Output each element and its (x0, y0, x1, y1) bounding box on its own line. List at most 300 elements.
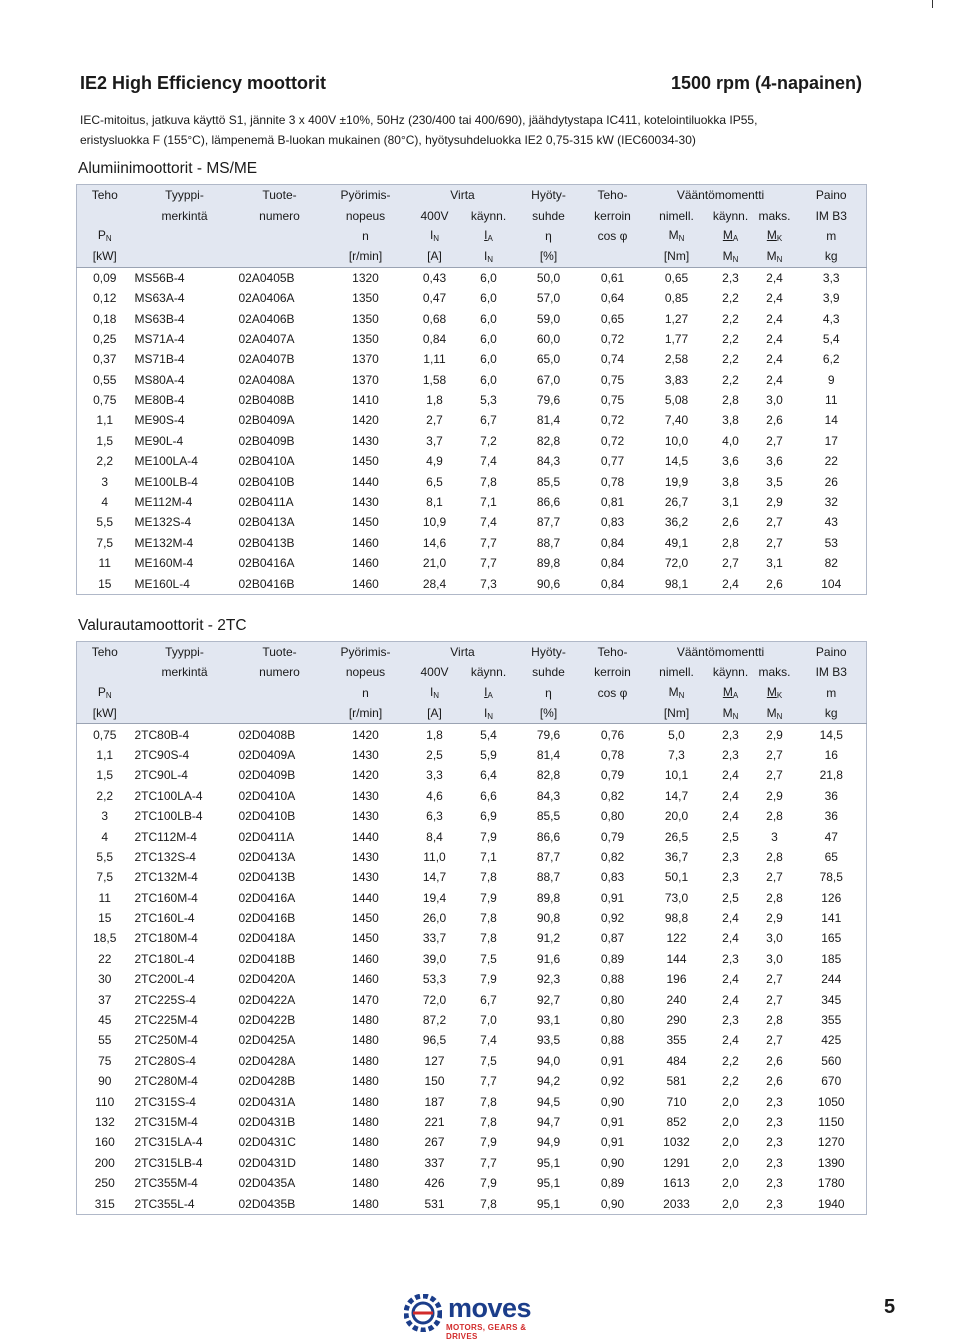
table-cell: 1291 (663, 1155, 690, 1170)
section-title: Valurautamoottorit - 2TC (78, 616, 247, 634)
table-row (77, 308, 867, 328)
table-cell: 21,0 (422, 556, 447, 571)
table-cell: 5,3 (480, 393, 497, 408)
table-cell: 59,0 (536, 311, 561, 326)
table-cell: 3,6 (722, 454, 739, 469)
table-cell: 02D0418B (238, 951, 296, 966)
table-cell: 02D0431D (238, 1155, 296, 1170)
sym-n: n (323, 226, 409, 246)
unit-kw: [kW] (77, 703, 133, 724)
table-row (77, 451, 867, 471)
table-cell: 2,7 (766, 747, 783, 762)
table-cell: 02D0416B (238, 911, 296, 926)
table-cell: 3 (101, 809, 109, 824)
sym-pn: $P_N$ (77, 683, 133, 703)
table-cell: 1150 (818, 1114, 845, 1129)
table-cell: 1440 (352, 474, 379, 489)
table-cell: 2,8 (766, 1013, 783, 1028)
table-cell: 1480 (352, 1033, 379, 1048)
table-cell: 82,8 (536, 433, 561, 448)
table-cell: 02D0422B (238, 1013, 296, 1028)
table-cell: 2TC90S-4 (134, 747, 190, 762)
table-cell: 7,4 (480, 1033, 497, 1048)
table-cell: 2,4 (766, 352, 783, 367)
table-cell: 2TC355M-4 (134, 1176, 198, 1191)
table-cell: 02B0413B (238, 535, 295, 550)
table-cell: 1430 (352, 433, 379, 448)
table-cell: 0,37 (93, 352, 117, 367)
table-cell: 6,0 (480, 291, 497, 306)
table-cell: 2,7 (766, 1033, 783, 1048)
table-cell: 1480 (352, 1094, 379, 1109)
table-cell: 75 (98, 1053, 112, 1068)
table-cell: 02D0409A (238, 747, 296, 762)
table-cell: 7,3 (480, 576, 497, 591)
table-cell: 02D0428B (238, 1074, 296, 1089)
table-cell: 7,8 (480, 1094, 497, 1109)
table-cell: 32 (824, 495, 838, 510)
table-cell: 87,7 (536, 515, 561, 530)
table-row (77, 826, 867, 846)
table-cell: 0,61 (581, 267, 645, 288)
table-cell: 426 (424, 1176, 445, 1191)
table-cell: 484 (666, 1053, 687, 1068)
table-cell: 89,8 (536, 890, 561, 905)
table-cell: 1460 (352, 556, 379, 571)
table-cell: 10,1 (664, 768, 689, 783)
col-hyoty: Hyöty- (517, 641, 581, 662)
table-cell: ME112M-4 (134, 495, 193, 510)
table-cell: 1430 (352, 809, 379, 824)
table-cell: 87,2 (422, 1013, 447, 1028)
table-cell: 3 (771, 829, 778, 844)
table-cell: 20,0 (664, 809, 689, 824)
col-nopeus: nopeus (323, 662, 409, 682)
header-row-3 (77, 226, 867, 246)
table-cell: 244 (821, 972, 842, 987)
table-cell: 0,18 (93, 311, 117, 326)
table-cell: 28,4 (422, 576, 447, 591)
table-cell: 1480 (352, 1155, 379, 1170)
table-cell: 0,64 (600, 291, 625, 306)
table-cell: 1050 (817, 1094, 845, 1109)
table-cell: 02B0416B (238, 576, 295, 591)
table-cell: 0,12 (93, 291, 117, 306)
table-cell: 50,1 (664, 870, 689, 885)
table-cell: 21,8 (819, 768, 843, 783)
table-cell: 4,6 (426, 788, 443, 803)
table-cell: 6,3 (426, 809, 443, 824)
table-cell: 7,4 (480, 454, 497, 469)
table-cell: 2,4 (722, 768, 739, 783)
table-row (77, 1091, 867, 1111)
unit-kw: [kW] (77, 246, 133, 267)
col-kaynn: käynn. (461, 205, 517, 225)
table-cell: 1420 (352, 413, 379, 428)
table-cell: 2TC315M-4 (134, 1114, 198, 1129)
table-cell: 0,84 (422, 331, 447, 346)
table-cell: 7,9 (480, 829, 497, 844)
table-cell: 79,6 (536, 393, 561, 408)
table-cell: 91,6 (536, 951, 561, 966)
table-cell: 79,6 (517, 724, 581, 745)
table-cell: 2TC100LA-4 (134, 788, 203, 803)
table-cell: 2,5 (722, 890, 739, 905)
table-cell: 4 (101, 495, 109, 510)
unit-a: [A] (409, 246, 461, 267)
table-cell: 0,76 (581, 724, 645, 745)
table-cell: 6,4 (480, 768, 497, 783)
table-cell: 1,58 (422, 372, 447, 387)
table-row (77, 888, 867, 908)
table-cell: 85,5 (536, 809, 561, 824)
table-cell: 6,0 (480, 352, 497, 367)
table-cell: 88,7 (536, 535, 561, 550)
table-cell: 122 (666, 931, 687, 946)
header-cell-empty (133, 246, 237, 267)
table-cell: 72,0 (422, 992, 447, 1007)
table-cell: 0,91 (600, 890, 625, 905)
table-cell: 2TC315LA-4 (134, 1135, 203, 1150)
table-cell: 2,3 (722, 951, 739, 966)
table-cell: 47 (824, 829, 838, 844)
table-cell: 7,8 (480, 911, 497, 926)
table-cell: 0,78 (600, 474, 625, 489)
table-cell: 22 (98, 951, 112, 966)
table-cell: 5,9 (480, 747, 497, 762)
table-cell: 0,47 (422, 291, 447, 306)
unit-in: $I_N$ (461, 246, 517, 267)
table-cell: 37 (98, 992, 112, 1007)
table-cell: 5,4 (461, 724, 517, 745)
sym-mk: $M_K$ (753, 683, 797, 703)
sym-ma: $M_A$ (709, 226, 753, 246)
table-cell: 1350 (352, 291, 379, 306)
col-numero: numero (237, 205, 323, 225)
table-cell: 11 (98, 890, 111, 905)
unit-kg: kg (797, 246, 867, 267)
table-cell: 6,0 (480, 372, 497, 387)
table-cell: 560 (821, 1053, 842, 1068)
table-cell: 3,8 (722, 413, 739, 428)
table-cell: 7,1 (480, 849, 497, 864)
table-cell: 1460 (352, 576, 379, 591)
table-cell: 14,5 (797, 724, 867, 745)
table-cell: 3,5 (766, 474, 783, 489)
unit-rmin: [r/min] (323, 246, 409, 267)
table-cell: 2033 (663, 1196, 690, 1211)
table-cell: 3,1 (722, 495, 739, 510)
table-cell: 0,72 (600, 331, 625, 346)
table-cell: MS71A-4 (134, 331, 185, 346)
table-cell: 7,5 (96, 870, 114, 885)
sym-mn: $M_N$ (645, 226, 709, 246)
sym-in: $I_N$ (409, 683, 461, 703)
table-cell: 2TC280S-4 (134, 1053, 196, 1068)
table-cell: 2,8 (722, 535, 739, 550)
table-cell: 87,7 (536, 849, 561, 864)
table-cell: 2,7 (766, 515, 783, 530)
col-paino: Paino (797, 641, 867, 662)
table-cell: 425 (821, 1033, 842, 1048)
table-cell: 1940 (817, 1196, 845, 1211)
table-cell: 7,9 (480, 1135, 497, 1150)
table-cell: 2TC160M-4 (134, 890, 198, 905)
table-cell: 2,3 (722, 747, 739, 762)
title-bar (76, 64, 866, 102)
header-cell-empty (133, 703, 237, 724)
sym-ia: $I_A$ (461, 226, 517, 246)
header-row-1 (77, 641, 867, 662)
sym-pn: $P_N$ (77, 226, 133, 246)
table-cell: 2,4 (766, 372, 783, 387)
sym-cos-phi: cos φ (581, 226, 645, 246)
table-cell: 10,9 (422, 515, 447, 530)
table-cell: 2,8 (766, 849, 783, 864)
table-cell: 43 (824, 515, 838, 530)
table-cell: 1460 (352, 535, 379, 550)
table-row (77, 573, 867, 594)
table-row (77, 847, 867, 867)
table-cell: 110 (95, 1094, 115, 1109)
table-cell: 2,6 (766, 1053, 783, 1068)
table-cell: 221 (424, 1114, 445, 1129)
header-cell-empty (581, 246, 645, 267)
table-cell: 2,0 (722, 1176, 739, 1191)
table-cell: 02A0407A (238, 331, 295, 346)
table-cell: 355 (821, 1013, 842, 1028)
moves-logo (404, 1292, 544, 1341)
table-cell: 4,3 (822, 311, 840, 326)
table-cell: 2,3 (722, 1013, 739, 1028)
col-tyyppi: Tyyppi- (133, 641, 237, 662)
table-cell: 0,92 (600, 911, 625, 926)
table-row (77, 370, 867, 390)
table-cell: 1613 (663, 1176, 690, 1191)
table-row (77, 492, 867, 512)
table-cell: 94,0 (536, 1053, 561, 1068)
table-cell: 1410 (352, 393, 379, 408)
col-numero: numero (237, 662, 323, 682)
table-row (77, 724, 867, 745)
table-row (77, 267, 867, 288)
table-cell: 7,7 (480, 1074, 497, 1089)
header-cell-empty (77, 662, 133, 682)
table-cell: 8,1 (426, 495, 443, 510)
table-cell: ME100LB-4 (134, 474, 198, 489)
table-cell: 02D0413A (238, 849, 296, 864)
table-cell: 5,4 (822, 331, 840, 346)
table-body (77, 724, 867, 1214)
table-cell: 1420 (352, 768, 379, 783)
table-cell: 2,0 (722, 1155, 739, 1170)
table-cell: 2,2 (722, 1074, 739, 1089)
table-cell: 3,0 (766, 931, 783, 946)
table-cell: 84,3 (536, 788, 561, 803)
table-row (77, 1051, 867, 1071)
col-imb3: IM B3 (797, 205, 867, 225)
table-cell: 30 (98, 972, 112, 987)
table-cell: 2,7 (426, 413, 443, 428)
table-cell: 02B0410A (238, 454, 295, 469)
table-cell: 7,5 (96, 535, 114, 550)
col-kaynn: käynn. (461, 662, 517, 682)
table-cell: 85,5 (536, 474, 561, 489)
table-row (77, 1071, 867, 1091)
table-cell: 2TC250M-4 (134, 1033, 198, 1048)
table-cell: 1370 (352, 372, 379, 387)
table-cell: 200 (94, 1155, 115, 1170)
table-cell: 7,8 (480, 1114, 497, 1129)
table-cell: 02B0410B (238, 474, 295, 489)
col-paino: Paino (797, 185, 867, 206)
header-row-1 (77, 185, 867, 206)
table-row (77, 1193, 867, 1214)
header-cell-empty (237, 226, 323, 246)
col-nimell: nimell. (645, 662, 709, 682)
table-cell: 0,89 (600, 951, 625, 966)
section-title: Alumiinimoottorit - MS/ME (78, 160, 258, 177)
table-cell: 1480 (352, 1053, 379, 1068)
table-cell: 2,8 (766, 809, 783, 824)
table-cell: 67,0 (536, 372, 561, 387)
unit-nm: [Nm] (645, 246, 709, 267)
table-cell: 0,89 (600, 1176, 625, 1191)
table-cell: 0,75 (77, 724, 133, 745)
table-cell: 02D0431A (238, 1094, 296, 1109)
table-row (77, 471, 867, 491)
table-cell: 0,75 (93, 393, 117, 408)
table-cell: 2,4 (766, 331, 783, 346)
table-cell: 126 (821, 890, 842, 905)
table-cell: 6,9 (480, 809, 497, 824)
table-cell: 02A0405B (237, 267, 323, 288)
table-cell: 8,4 (426, 829, 443, 844)
table-cell: 2,3 (709, 724, 753, 745)
table-cell: 7,1 (480, 495, 497, 510)
table-cell: 5,0 (645, 724, 709, 745)
table-cell: 2TC225S-4 (134, 992, 196, 1007)
table-row (77, 329, 867, 349)
table-cell: 250 (94, 1176, 115, 1191)
table-cell: 98,1 (664, 576, 689, 591)
table-cell: 94,7 (536, 1114, 561, 1129)
table-cell: 150 (424, 1074, 445, 1089)
col-virta: Virta (409, 641, 517, 662)
table-cell: 81,4 (536, 747, 561, 762)
header-cell-empty (133, 226, 237, 246)
table-cell: 0,80 (600, 1013, 625, 1028)
table-cell: 141 (821, 911, 842, 926)
col-nopeus: nopeus (323, 205, 409, 225)
table-cell: 0,68 (422, 311, 447, 326)
col-suhde: suhde (517, 205, 581, 225)
table-cell: 2,8 (766, 890, 783, 905)
table-cell: 2,2 (722, 311, 739, 326)
sym-ma: $M_A$ (709, 683, 753, 703)
table-cell: 0,77 (600, 454, 625, 469)
table-cell: 36 (824, 809, 838, 824)
table-cell: 16 (824, 747, 838, 762)
table-cell: 02D0410A (238, 788, 296, 803)
header-cell-empty (237, 703, 323, 724)
table-cell: 2,0 (722, 1114, 739, 1129)
table-cell: 2TC90L-4 (134, 768, 188, 783)
table-cell: 531 (424, 1196, 445, 1211)
unit-a: [A] (409, 703, 461, 724)
table-cell: 7,7 (480, 1155, 497, 1170)
table-cell: 19,4 (422, 890, 447, 905)
table-cell: 73,0 (664, 890, 689, 905)
table-cell: 7,9 (480, 1176, 497, 1191)
table-cell: 2,9 (766, 495, 783, 510)
col-kerroin: kerroin (581, 205, 645, 225)
table-cell: 02A0407B (238, 352, 295, 367)
table-cell: 196 (666, 972, 687, 987)
table-cell: 1370 (352, 352, 379, 367)
table-cell: 2TC132M-4 (134, 870, 198, 885)
table-cell: 2TC280M-4 (134, 1074, 198, 1089)
table-cell: 55 (98, 1033, 112, 1048)
table-cell: 0,92 (600, 1074, 625, 1089)
logo-tagline: MOTORS, GEARS & DRIVES (446, 1323, 527, 1341)
table-cell: 1480 (352, 1074, 379, 1089)
table-cell: ME160L-4 (134, 576, 190, 591)
table-cell: 0,25 (93, 331, 117, 346)
table-row (77, 1030, 867, 1050)
table-cell: 127 (424, 1053, 445, 1068)
datasheet-page (76, 64, 866, 1215)
table-cell: 02D0413B (238, 870, 296, 885)
motor-table (76, 641, 867, 1215)
table-cell: 02D0431B (238, 1114, 296, 1129)
table-cell: 10,0 (664, 433, 689, 448)
table-cell: 1450 (352, 911, 379, 926)
table-cell: 1420 (323, 724, 409, 745)
table-cell: 0,83 (600, 515, 625, 530)
table-cell: 89,8 (536, 556, 561, 571)
table-cell: ME132S-4 (134, 515, 192, 530)
sym-cos-phi: cos φ (581, 683, 645, 703)
table-cell: 94,2 (536, 1074, 561, 1089)
table-cell: 11 (98, 556, 111, 571)
table-cell: 7,7 (480, 556, 497, 571)
table-cell: 17 (824, 433, 838, 448)
table-cell: 104 (821, 576, 842, 591)
table-row (77, 1173, 867, 1193)
table-cell: 1450 (352, 454, 379, 469)
table-cell: 02B0411A (238, 495, 294, 510)
table-cell: 1,11 (423, 352, 446, 367)
table-cell: 2,4 (766, 311, 783, 326)
table-cell: 2,3 (766, 1155, 783, 1170)
table-cell: 02B0409B (238, 433, 295, 448)
table-cell: 02D0408B (237, 724, 323, 745)
table-cell: 240 (666, 992, 687, 1007)
col-teho-kerroin: Teho- (581, 185, 645, 206)
table-cell: 3,0 (766, 951, 783, 966)
table-cell: 2,6 (722, 515, 739, 530)
table-cell: 02D0409B (238, 768, 296, 783)
col-tuote: Tuote- (237, 641, 323, 662)
table-cell: 2,6 (766, 1074, 783, 1089)
col-tyyppi: Tyyppi- (133, 185, 237, 206)
gear-logo-icon (404, 1294, 442, 1332)
table-cell: 72,0 (664, 556, 689, 571)
unit-in: $I_N$ (461, 703, 517, 724)
table-cell: MS71B-4 (134, 352, 185, 367)
table-cell: 7,9 (480, 890, 497, 905)
